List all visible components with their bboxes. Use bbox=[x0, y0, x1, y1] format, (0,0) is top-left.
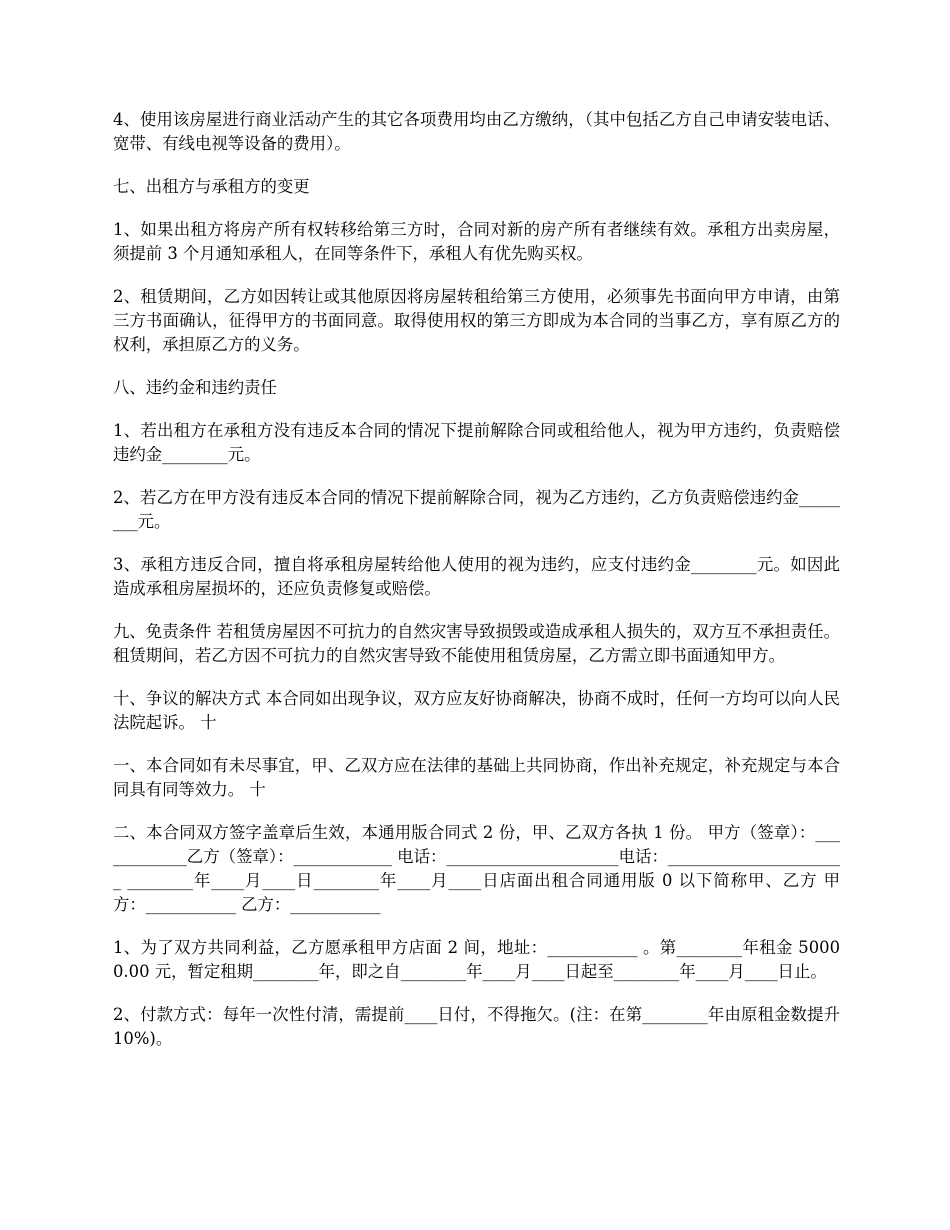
section-10-disputes: 十、争议的解决方式 本合同如出现争议，双方应友好协商解决，协商不成时，任何一方均可以向人民法院起诉。 十 bbox=[113, 689, 840, 732]
storefront-clause-1-rent: 1、为了双方共同利益，乙方愿承租甲方店面 2 间，地址：___________ 。第________年租金 50000.00 元，暂定租期________年，即之自________年____月____日起至________年____月____日止。 bbox=[113, 938, 840, 981]
section-11-supplements: 一、本合同如有未尽事宜，甲、乙双方应在法律的基础上共同协商，作出补充规定，补充规定与本合同具有同等效力。 十 bbox=[113, 756, 840, 799]
clause-8-3-unauthorized-transfer: 3、承租方违反合同，擅自将承租房屋转给他人使用的视为违约，应支付违约金________元。如因此造成承租房屋损坏的，还应负责修复或赔偿。 bbox=[113, 555, 840, 598]
clause-8-2-lessee-breach: 2、若乙方在甲方没有违反本合同的情况下提前解除合同，视为乙方违约，乙方负责赔偿违约金________元。 bbox=[113, 488, 840, 531]
section-9-force-majeure: 九、免责条件 若租赁房屋因不可抗力的自然灾害导致损毁或造成承租人损失的，双方互不承担责任。租赁期间，若乙方因不可抗力的自然灾害导致不能使用租赁房屋，乙方需立即书面通知甲方。 bbox=[113, 622, 840, 665]
clause-7-1-transfer: 1、如果出租方将房产所有权转移给第三方时，合同对新的房产所有者继续有效。承租方出卖房屋，须提前 3 个月通知承租人，在同等条件下，承租人有优先购买权。 bbox=[113, 220, 840, 263]
clause-4-fees: 4、使用该房屋进行商业活动产生的其它各项费用均由乙方缴纳，（其中包括乙方自己申请安装电话、宽带、有线电视等设备的费用）。 bbox=[113, 110, 840, 153]
section-7-heading: 七、出租方与承租方的变更 bbox=[113, 177, 310, 196]
contract-document bbox=[113, 108, 840, 1070]
clause-7-2-sublease: 2、租赁期间，乙方如因转让或其他原因将房屋转租给第三方使用，必须事先书面向甲方申请，由第三方书面确认，征得甲方的书面同意。取得使用权的第三方即成为本合同的当事乙方，享有原乙方的权利，承担原乙方的义务。 bbox=[113, 287, 840, 354]
storefront-clause-2-payment: 2、付款方式：每年一次性付清，需提前____日付，不得拖欠。(注：在第________年由原租金数提升 10%)。 bbox=[113, 1005, 840, 1048]
clause-8-1-lessor-breach: 1、若出租方在承租方没有违反本合同的情况下提前解除合同或租给他人，视为甲方违约，负责赔偿违约金________元。 bbox=[113, 421, 840, 464]
section-8-heading: 八、违约金和违约责任 bbox=[113, 378, 277, 397]
section-12-signatures: 二、本合同双方签字盖章后生效，本通用版合同式 2 份，甲、乙双方各执 1 份。 甲方（签章）：____________乙方（签章）：____________ 电话：_____________________电话：______________________ ________年____月____日________年____月____日店面出租合同通用版 0 以下简称甲、乙方 甲方：___________ 乙方：___________ bbox=[113, 823, 840, 914]
